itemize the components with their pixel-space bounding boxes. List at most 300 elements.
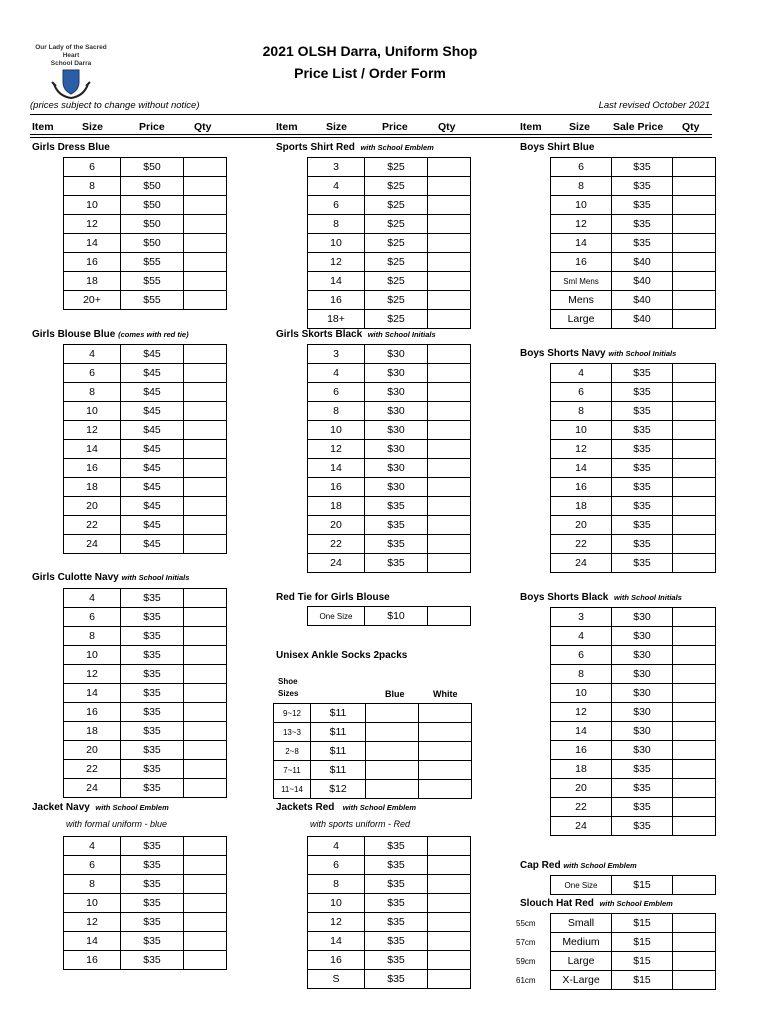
qty-input-cell[interactable] <box>184 421 227 440</box>
qty-input-cell[interactable] <box>673 876 716 895</box>
table-row <box>64 291 227 310</box>
table-row <box>64 345 227 364</box>
qty-input-cell[interactable] <box>184 345 227 364</box>
price-cell: $50 <box>121 215 184 234</box>
qty-input-cell[interactable] <box>428 459 471 478</box>
price-cell: $50 <box>121 158 184 177</box>
size-cell: 4 <box>308 177 365 196</box>
jacket-navy-sub: with formal uniform - blue <box>66 819 168 829</box>
table-row <box>551 876 716 895</box>
size-cell: 20 <box>551 779 612 798</box>
size-cell: 22 <box>308 535 365 554</box>
table-row <box>308 272 471 291</box>
qty-input-cell[interactable] <box>673 516 716 535</box>
price-cell: $45 <box>121 383 184 402</box>
qty-input-cell[interactable] <box>184 875 227 894</box>
price-cell: $30 <box>365 402 428 421</box>
table-row <box>64 741 227 760</box>
qty-input-cell[interactable] <box>428 158 471 177</box>
price-cell: $11 <box>311 742 366 761</box>
table-row <box>308 554 471 573</box>
price-cell: $15 <box>612 876 673 895</box>
price-cell: $25 <box>365 272 428 291</box>
size-cell: 8 <box>308 215 365 234</box>
qty-input-cell[interactable] <box>184 497 227 516</box>
qty-input-cell[interactable] <box>673 627 716 646</box>
table-row <box>516 933 716 952</box>
size-cell: X-Large <box>551 971 612 990</box>
hdr-price-left: Price <box>139 121 165 133</box>
table-row <box>551 440 716 459</box>
price-cell: $35 <box>612 196 673 215</box>
size-cell: 24 <box>551 554 612 573</box>
qty-input-cell[interactable] <box>366 704 419 723</box>
qty-input-cell[interactable] <box>428 837 471 856</box>
qty-input-cell[interactable] <box>184 364 227 383</box>
price-cell: $15 <box>612 933 673 952</box>
size-cell: 10 <box>64 894 121 913</box>
table-row <box>308 215 471 234</box>
qty-input-cell[interactable] <box>184 741 227 760</box>
price-cell: $30 <box>365 440 428 459</box>
qty-input-cell[interactable] <box>184 608 227 627</box>
table-row <box>64 875 227 894</box>
price-cell: $45 <box>121 497 184 516</box>
table-row <box>308 875 471 894</box>
qty-input-cell[interactable] <box>419 780 472 799</box>
head-size-label: 57cm <box>516 937 536 947</box>
table-row <box>551 497 716 516</box>
qty-input-cell[interactable] <box>428 951 471 970</box>
head-size-label: 59cm <box>516 956 536 966</box>
qty-input-cell[interactable] <box>184 627 227 646</box>
girls-blouse-table <box>63 344 227 554</box>
table-row <box>274 742 472 761</box>
qty-input-cell[interactable] <box>428 383 471 402</box>
size-cell: Small <box>551 914 612 933</box>
qty-input-cell[interactable] <box>428 364 471 383</box>
table-row <box>551 554 716 573</box>
title-line-1: 2021 OLSH Darra, Uniform Shop <box>262 43 478 59</box>
page-title <box>200 40 540 84</box>
price-cell: $35 <box>365 932 428 951</box>
price-cell: $30 <box>365 459 428 478</box>
size-cell: 12 <box>551 215 612 234</box>
price-cell: $35 <box>612 798 673 817</box>
school-logo <box>30 44 112 105</box>
qty-input-cell[interactable] <box>184 516 227 535</box>
hdr-qty-right: Qty <box>682 121 700 133</box>
qty-input-cell[interactable] <box>428 516 471 535</box>
qty-input-cell[interactable] <box>366 761 419 780</box>
qty-input-cell[interactable] <box>184 779 227 798</box>
size-cell: 22 <box>551 535 612 554</box>
price-cell: $45 <box>121 364 184 383</box>
qty-input-cell[interactable] <box>673 760 716 779</box>
size-cell: Medium <box>551 933 612 952</box>
size-cell: Large <box>551 952 612 971</box>
qty-input-cell[interactable] <box>673 933 716 952</box>
title-line-2: Price List / Order Form <box>294 65 446 81</box>
qty-input-cell[interactable] <box>184 478 227 497</box>
price-cell: $40 <box>612 272 673 291</box>
qty-input-cell[interactable] <box>428 234 471 253</box>
table-row <box>64 722 227 741</box>
qty-input-cell[interactable] <box>673 703 716 722</box>
qty-input-cell[interactable] <box>428 310 471 329</box>
qty-input-cell[interactable] <box>366 723 419 742</box>
price-cell: $10 <box>365 607 428 626</box>
table-row <box>308 607 471 626</box>
qty-input-cell[interactable] <box>428 497 471 516</box>
price-cell: $35 <box>365 554 428 573</box>
qty-input-cell[interactable] <box>428 177 471 196</box>
qty-input-cell[interactable] <box>428 932 471 951</box>
girls-blouse-note: (comes with red tie) <box>118 330 189 339</box>
price-cell: $45 <box>121 345 184 364</box>
table-row <box>308 196 471 215</box>
table-row <box>64 516 227 535</box>
size-cell: 6 <box>308 856 365 875</box>
boys-shirt-title: Boys Shirt Blue <box>520 142 595 153</box>
qty-input-cell[interactable] <box>184 894 227 913</box>
price-cell: $35 <box>121 589 184 608</box>
size-cell: 8 <box>64 875 121 894</box>
qty-input-cell[interactable] <box>673 665 716 684</box>
table-row <box>551 535 716 554</box>
table-row <box>64 478 227 497</box>
qty-input-cell[interactable] <box>673 646 716 665</box>
qty-input-cell[interactable] <box>673 478 716 497</box>
price-cell: $25 <box>365 291 428 310</box>
table-row <box>551 234 716 253</box>
qty-input-cell[interactable] <box>184 646 227 665</box>
size-cell: 14 <box>551 722 612 741</box>
qty-input-cell[interactable] <box>673 459 716 478</box>
size-cell: 16 <box>64 703 121 722</box>
price-cell: $40 <box>612 253 673 272</box>
size-cell: 18 <box>551 760 612 779</box>
size-cell: 14 <box>551 459 612 478</box>
qty-input-cell[interactable] <box>184 951 227 970</box>
skorts-title: Girls Skorts Black with School Initials <box>276 329 436 340</box>
boys-shorts-black-title: Boys Shorts Black with School Initials <box>520 592 682 603</box>
qty-input-cell[interactable] <box>673 272 716 291</box>
price-cell: $35 <box>612 554 673 573</box>
size-cell: 6 <box>551 383 612 402</box>
qty-input-cell[interactable] <box>184 459 227 478</box>
size-cell: 6 <box>64 608 121 627</box>
qty-input-cell[interactable] <box>184 837 227 856</box>
table-row <box>308 535 471 554</box>
price-cell: $35 <box>612 817 673 836</box>
socks-title: Unisex Ankle Socks 2packs <box>276 650 408 661</box>
qty-input-cell[interactable] <box>184 402 227 421</box>
table-row <box>64 421 227 440</box>
size-cell: 3 <box>308 158 365 177</box>
size-cell: 4 <box>308 837 365 856</box>
size-cell: 14 <box>308 932 365 951</box>
table-row <box>64 913 227 932</box>
price-cell: $35 <box>121 722 184 741</box>
price-cell: $35 <box>365 516 428 535</box>
table-row <box>551 703 716 722</box>
qty-input-cell[interactable] <box>184 253 227 272</box>
qty-input-cell[interactable] <box>184 684 227 703</box>
qty-input-cell[interactable] <box>419 761 472 780</box>
table-row <box>551 741 716 760</box>
head-size-label: 61cm <box>516 975 536 985</box>
qty-input-cell[interactable] <box>428 196 471 215</box>
price-cell: $35 <box>612 383 673 402</box>
price-cell: $11 <box>311 761 366 780</box>
qty-input-cell[interactable] <box>184 215 227 234</box>
qty-input-cell[interactable] <box>184 665 227 684</box>
size-cell: 6 <box>308 383 365 402</box>
size-cell: 7~11 <box>274 761 311 780</box>
table-row <box>308 310 471 329</box>
price-cell: $35 <box>121 913 184 932</box>
price-cell: $35 <box>612 421 673 440</box>
size-cell: 18 <box>551 497 612 516</box>
qty-input-cell[interactable] <box>673 364 716 383</box>
qty-input-cell[interactable] <box>184 913 227 932</box>
hdr-size-mid: Size <box>326 121 348 133</box>
table-row <box>551 196 716 215</box>
qty-input-cell[interactable] <box>428 554 471 573</box>
price-cell: $35 <box>612 535 673 554</box>
price-cell: $35 <box>365 497 428 516</box>
qty-input-cell[interactable] <box>673 817 716 836</box>
size-cell: 14 <box>64 932 121 951</box>
price-cell: $30 <box>612 646 673 665</box>
qty-input-cell[interactable] <box>673 310 716 329</box>
qty-input-cell[interactable] <box>673 234 716 253</box>
qty-input-cell[interactable] <box>673 253 716 272</box>
qty-input-cell[interactable] <box>428 421 471 440</box>
qty-input-cell[interactable] <box>184 703 227 722</box>
size-cell: One Size <box>551 876 612 895</box>
hdr-size-right: Size <box>569 121 591 133</box>
qty-input-cell[interactable] <box>184 440 227 459</box>
qty-input-cell[interactable] <box>428 440 471 459</box>
table-row <box>64 856 227 875</box>
logo-line-2: School Darra <box>50 60 92 67</box>
size-cell: 4 <box>551 364 612 383</box>
qty-input-cell[interactable] <box>184 760 227 779</box>
qty-input-cell[interactable] <box>673 722 716 741</box>
size-cell: 22 <box>551 798 612 817</box>
qty-input-cell[interactable] <box>428 894 471 913</box>
size-cell: 12 <box>308 440 365 459</box>
table-row <box>308 402 471 421</box>
table-row <box>64 684 227 703</box>
qty-input-cell[interactable] <box>184 932 227 951</box>
qty-input-cell[interactable] <box>419 704 472 723</box>
qty-input-cell[interactable] <box>673 741 716 760</box>
qty-input-cell[interactable] <box>428 402 471 421</box>
hdr-qty-left: Qty <box>194 121 212 133</box>
jackets-red-table <box>307 836 471 989</box>
table-row <box>64 440 227 459</box>
table-row <box>64 760 227 779</box>
qty-input-cell[interactable] <box>366 742 419 761</box>
table-row <box>308 913 471 932</box>
girls-culotte-table <box>63 588 227 798</box>
size-cell: 14 <box>64 234 121 253</box>
price-cell: $35 <box>612 459 673 478</box>
qty-input-cell[interactable] <box>428 215 471 234</box>
qty-input-cell[interactable] <box>428 272 471 291</box>
price-cell: $35 <box>612 158 673 177</box>
qty-input-cell[interactable] <box>428 535 471 554</box>
size-cell: Sml Mens <box>551 272 612 291</box>
socks-shoe-label: Shoe <box>278 677 298 686</box>
price-cell: $35 <box>121 608 184 627</box>
table-row <box>551 253 716 272</box>
qty-input-cell[interactable] <box>673 291 716 310</box>
size-cell: 16 <box>551 478 612 497</box>
qty-input-cell[interactable] <box>184 589 227 608</box>
price-cell: $35 <box>121 627 184 646</box>
qty-input-cell[interactable] <box>184 535 227 554</box>
size-cell: 10 <box>308 234 365 253</box>
table-row <box>308 383 471 402</box>
hdr-qty-mid: Qty <box>438 121 456 133</box>
qty-input-cell[interactable] <box>419 723 472 742</box>
qty-input-cell[interactable] <box>428 345 471 364</box>
qty-input-cell[interactable] <box>184 383 227 402</box>
qty-input-cell[interactable] <box>184 856 227 875</box>
price-cell: $30 <box>612 608 673 627</box>
hdr-item-right: Item <box>520 121 542 133</box>
price-cell: $25 <box>365 158 428 177</box>
girls-dress-table <box>63 157 227 310</box>
table-row <box>551 722 716 741</box>
table-row <box>551 402 716 421</box>
qty-input-cell[interactable] <box>184 177 227 196</box>
qty-input-cell[interactable] <box>428 253 471 272</box>
socks-white-label: White <box>433 689 458 699</box>
qty-input-cell[interactable] <box>428 970 471 989</box>
table-row <box>551 158 716 177</box>
qty-input-cell[interactable] <box>428 607 471 626</box>
table-row <box>551 516 716 535</box>
table-row <box>551 760 716 779</box>
price-cell: $35 <box>121 856 184 875</box>
price-cell: $30 <box>365 478 428 497</box>
price-cell: $35 <box>365 894 428 913</box>
table-row <box>64 158 227 177</box>
qty-input-cell[interactable] <box>184 272 227 291</box>
price-cell: $50 <box>121 177 184 196</box>
price-cell: $35 <box>365 875 428 894</box>
size-cell: 8 <box>551 665 612 684</box>
size-cell: 4 <box>64 837 121 856</box>
qty-input-cell[interactable] <box>673 196 716 215</box>
qty-input-cell[interactable] <box>184 234 227 253</box>
qty-input-cell[interactable] <box>673 497 716 516</box>
price-cell: $35 <box>121 665 184 684</box>
qty-input-cell[interactable] <box>673 914 716 933</box>
qty-input-cell[interactable] <box>419 742 472 761</box>
header-rule-1 <box>30 134 712 135</box>
table-row <box>308 478 471 497</box>
girls-dress-title: Girls Dress Blue <box>32 142 110 153</box>
price-cell: $55 <box>121 291 184 310</box>
price-cell: $40 <box>612 310 673 329</box>
qty-input-cell[interactable] <box>673 608 716 627</box>
qty-input-cell[interactable] <box>673 952 716 971</box>
qty-input-cell[interactable] <box>428 913 471 932</box>
price-cell: $35 <box>121 646 184 665</box>
table-row <box>274 761 472 780</box>
table-row <box>64 364 227 383</box>
qty-input-cell[interactable] <box>428 478 471 497</box>
qty-input-cell[interactable] <box>673 779 716 798</box>
qty-input-cell[interactable] <box>366 780 419 799</box>
table-row <box>551 817 716 836</box>
qty-input-cell[interactable] <box>184 291 227 310</box>
price-cell: $25 <box>365 215 428 234</box>
size-cell: 3 <box>308 345 365 364</box>
qty-input-cell[interactable] <box>184 196 227 215</box>
red-tie-title: Red Tie for Girls Blouse <box>276 592 390 603</box>
qty-input-cell[interactable] <box>673 798 716 817</box>
size-cell: 12 <box>64 421 121 440</box>
qty-input-cell[interactable] <box>428 856 471 875</box>
qty-input-cell[interactable] <box>184 158 227 177</box>
price-cell: $35 <box>612 402 673 421</box>
size-cell: 18+ <box>308 310 365 329</box>
price-cell: $50 <box>121 234 184 253</box>
qty-input-cell[interactable] <box>673 971 716 990</box>
size-cell: 16 <box>308 951 365 970</box>
table-row <box>308 951 471 970</box>
qty-input-cell[interactable] <box>673 383 716 402</box>
qty-input-cell[interactable] <box>428 875 471 894</box>
table-row <box>551 383 716 402</box>
qty-input-cell[interactable] <box>673 554 716 573</box>
qty-input-cell[interactable] <box>673 421 716 440</box>
table-row <box>64 932 227 951</box>
qty-input-cell[interactable] <box>184 722 227 741</box>
qty-input-cell[interactable] <box>673 177 716 196</box>
qty-input-cell[interactable] <box>673 158 716 177</box>
qty-input-cell[interactable] <box>673 215 716 234</box>
girls-culotte-note: with School Initials <box>121 573 190 582</box>
qty-input-cell[interactable] <box>673 440 716 459</box>
table-row <box>64 589 227 608</box>
qty-input-cell[interactable] <box>673 402 716 421</box>
logo-line-1: Our Lady of the Sacred Heart <box>35 44 107 59</box>
size-cell: 18 <box>64 272 121 291</box>
price-cell: $25 <box>365 234 428 253</box>
size-cell: 8 <box>308 402 365 421</box>
table-row <box>64 608 227 627</box>
table-row <box>516 971 716 990</box>
qty-input-cell[interactable] <box>673 535 716 554</box>
size-cell: 18 <box>308 497 365 516</box>
table-row <box>308 497 471 516</box>
girls-blouse-title: Girls Blouse Blue (comes with red tie) <box>32 329 189 340</box>
price-cell: $12 <box>311 780 366 799</box>
qty-input-cell[interactable] <box>673 684 716 703</box>
qty-input-cell[interactable] <box>428 291 471 310</box>
size-cell: 6 <box>551 646 612 665</box>
price-cell: $35 <box>612 364 673 383</box>
size-cell: 14 <box>64 440 121 459</box>
